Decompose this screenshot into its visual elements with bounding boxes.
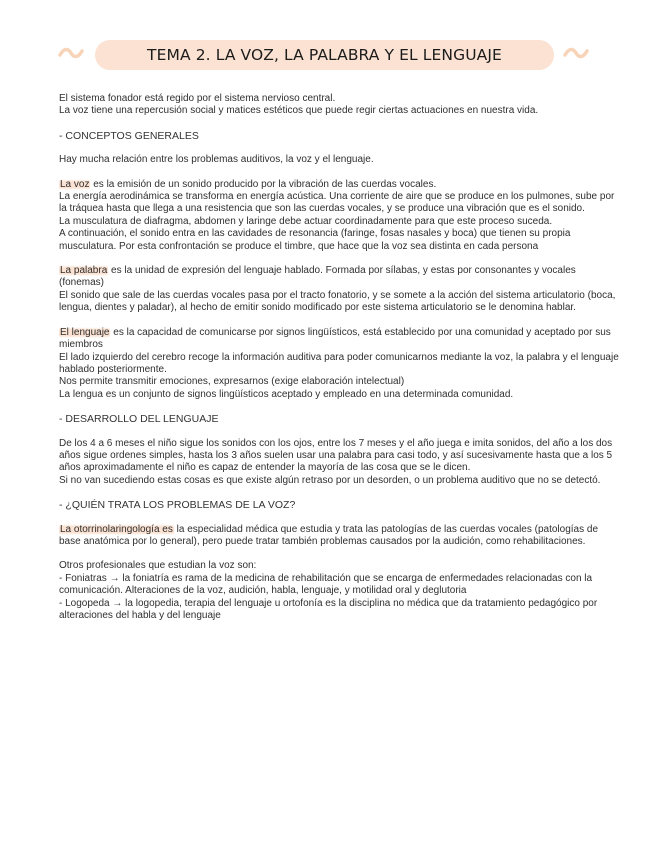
- otros-intro: Otros profesionales que estudian la voz son:: [59, 560, 257, 572]
- profesional-item-logopeda: - Logopeda → la logopedia, terapia del lenguaje u ortofonía es la disciplina no médica que da tratamiento pedagógico por alteraciones del habla y del lenguaje: [59, 597, 598, 621]
- lenguaje-line: El lado izquierdo del cerebro recoge la información auditiva para poder comunicarnos mediante la voz, la palabra y el lenguaje hablado posteriormente.: [59, 351, 619, 375]
- palabra-line: El sonido que sale de las cuerdas vocales pasa por el tracto fonatorio, y se somete a la acción del sistema articulatorio (boca, lengua, dientes y paladar), al hecho de emitir sonido modificado por este sistema articulatorio se le denomina hablar.: [59, 289, 616, 314]
- intro-line: La voz tiene una repercusión social y matices estéticos que puede regir ciertas actuaciones en nuestra vida.: [59, 105, 539, 117]
- palabra-definition: [59, 265, 621, 290]
- lenguaje-line: La lengua es un conjunto de signos lingüísticos aceptado y empleado en una determinada comunidad.: [59, 388, 514, 400]
- voz-term-highlight: La voz: [60, 178, 90, 190]
- document-body: [59, 93, 621, 622]
- desarrollo-paragraph: Si no van sucediendo estas cosas es que existe algún retraso por un desorden, o un problema auditivo que no se detectó.: [59, 474, 601, 486]
- voz-line: A continuación, el sonido entra en las cavidades de resonancia (faringe, fosas nasales y boca) que tienen su propia musculatura. Por esta confrontación se produce el timbre, que hace que la voz sea distinta en cada persona: [59, 228, 571, 252]
- section-heading-quien-trata: - ¿QUIÉN TRATA LOS PROBLEMAS DE LA VOZ?: [59, 499, 296, 512]
- palabra-term-highlight: La palabra: [60, 265, 108, 277]
- tilde-decoration-icon: [563, 45, 589, 61]
- otorrino-term-highlight: La otorrinolaringología es: [60, 523, 173, 535]
- voz-lead: es la emisión de un sonido producido por la vibración de las cuerdas vocales.: [90, 178, 437, 190]
- voz-definition: [59, 179, 621, 191]
- lenguaje-term-highlight: El lenguaje: [60, 326, 110, 338]
- voz-line: La musculatura de diafragma, abdomen y laringe debe actuar coordinadamente para que este proceso suceda.: [59, 215, 553, 227]
- otorrino-definition: [59, 524, 621, 549]
- voz-line: La energía aerodinámica se transforma en energía acústica. Una corriente de aire que se produce en los pulmones, sube por la tráquea hasta que llega a una resistencia que son las cuerdas vocales, y se produce una vibración que es el sonido.: [59, 191, 615, 215]
- lenguaje-lead: es la capacidad de comunicarse por signos lingüísticos, está establecido por una comunidad y aceptado por sus miembros: [59, 326, 611, 351]
- lenguaje-definition: [59, 327, 621, 352]
- profesional-item-foniatras: - Foniatras → la foniatría es rama de la medicina de rehabilitación que se encarga de enfermedades relacionadas con la comunicación. Alteraciones de la voz, audición, habla, lenguaje, y motilidad oral y deglutoria: [59, 572, 593, 597]
- title-pill: [95, 40, 554, 70]
- otorrino-lead: la especialidad médica que estudia y trata las patologías de las cuerdas vocales (patologías de base anatómica por lo general), pero puede tratar también problemas causados por la audición, como rehabilitaciones.: [59, 523, 599, 547]
- section-heading-conceptos: - CONCEPTOS GENERALES: [59, 129, 199, 142]
- relation-paragraph: Hay mucha relación entre los problemas auditivos, la voz y el lenguaje.: [59, 154, 374, 166]
- tilde-decoration-icon: [58, 45, 84, 61]
- palabra-lead: es la unidad de expresión del lenguaje hablado. Formada por sílabas, y estas por consonantes y vocales (fonemas): [59, 265, 576, 289]
- lenguaje-line: Nos permite transmitir emociones, expresarnos (exige elaboración intelectual): [59, 376, 405, 388]
- desarrollo-paragraph: De los 4 a 6 meses el niño sigue los sonidos con los ojos, entre los 7 meses y el año juega e imita sonidos, del año a los dos años sigue ordenes simples, hasta los 3 años suelen usar una palabra para casi todo, y así sucesivamente hasta que a los 5 años aproximadamente el niño es capaz de entender la mayoría de las cosa que se le dicen.: [59, 437, 613, 474]
- section-heading-desarrollo: - DESARROLLO DEL LENGUAJE: [59, 413, 219, 426]
- intro-line: El sistema fonador está regido por el sistema nervioso central.: [59, 93, 336, 104]
- page-title: TEMA 2. LA VOZ, LA PALABRA Y EL LENGUAJE: [147, 46, 502, 64]
- title-bar: [0, 38, 656, 72]
